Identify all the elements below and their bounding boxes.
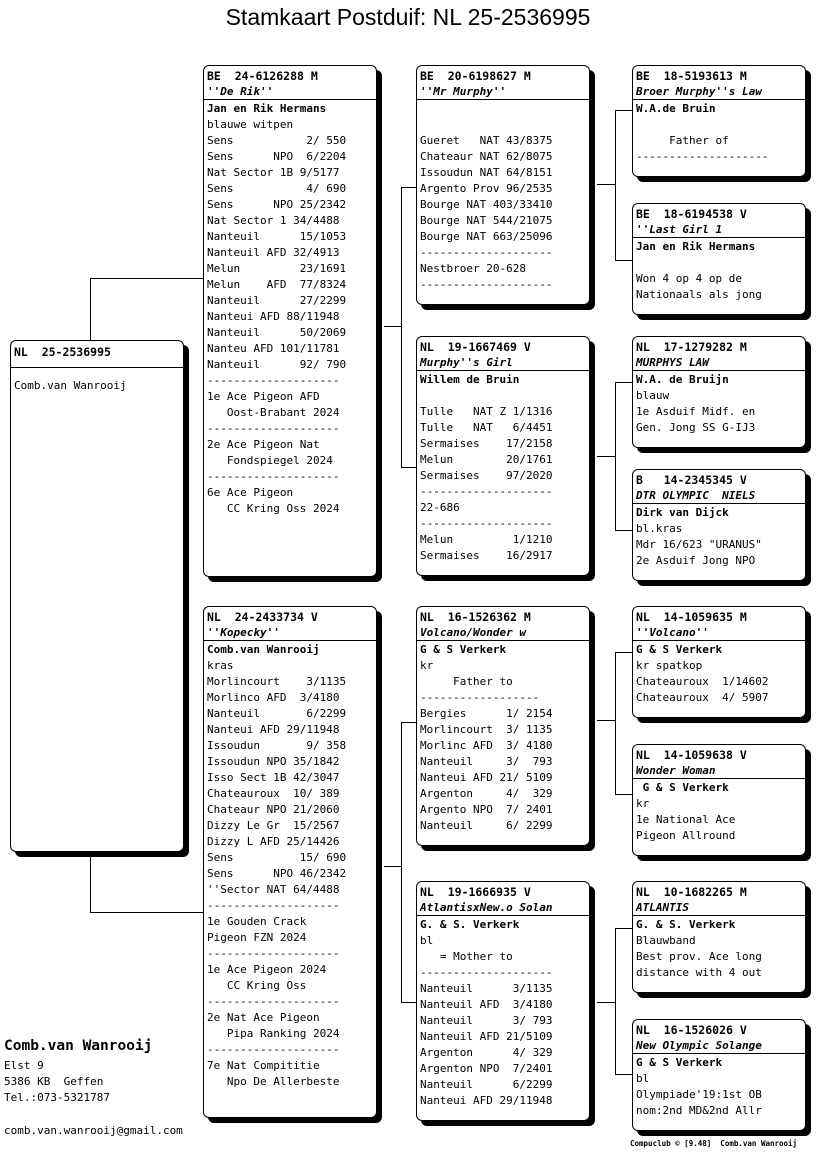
owner-info [4, 1036, 152, 1106]
detail-line: Nanteu AFD 101/11781 [207, 342, 340, 355]
breeder-name: Willem de Bruin [420, 373, 520, 386]
great-grandparent-card[interactable] [632, 744, 806, 856]
pigeon-ring: BE 20-6198627 M [420, 69, 531, 83]
pigeon-name: Broer Murphy''s Law [633, 85, 805, 100]
pigeon-details [633, 779, 805, 845]
detail-line: Nanteuil 6/2299 [207, 707, 347, 720]
pigeon-ring: NL 19-1667469 V [420, 340, 531, 354]
pigeon-ring: BE 24-6126288 M [207, 69, 318, 83]
pigeon-details [633, 238, 805, 304]
connector [597, 456, 615, 457]
connector [401, 187, 417, 188]
detail-line: Chateauroux 10/ 389 [207, 787, 340, 800]
detail-line: -------------------- [420, 485, 553, 498]
detail-line: ------------------ [420, 691, 540, 704]
detail-line: Nanteuil 6/2299 [420, 1078, 553, 1091]
detail-line: -------------------- [207, 899, 340, 912]
footer-credit: Compuclub © [9.48] Comb.van Wanrooij [630, 1139, 798, 1148]
connector [615, 1074, 633, 1075]
great-grandparent-card[interactable] [632, 203, 806, 315]
detail-line: kr [636, 797, 650, 810]
detail-line: Best prov. Ace long [636, 950, 762, 963]
pigeon-name: ''Mr Murphy'' [417, 85, 589, 100]
great-grandparent-card[interactable] [632, 469, 806, 581]
detail-line: Argenton 4/ 329 [420, 787, 553, 800]
detail-line: Fondspiegel 2024 [207, 454, 333, 467]
pigeon-details [633, 916, 805, 982]
detail-line: Nat Sector 1B 9/5177 [207, 166, 340, 179]
detail-line: Nanteuil 3/ 793 [420, 1014, 553, 1027]
detail-line: Nationaals als jong [636, 288, 762, 301]
pigeon-ring: BE 18-5193613 M [636, 69, 747, 83]
detail-line: Olympiade'19:1st OB [636, 1088, 762, 1101]
connector [615, 530, 633, 531]
detail-line: Oost-Brabant 2024 [207, 406, 340, 419]
pigeon-ring: NL 19-1666935 V [420, 885, 531, 899]
detail-line: Nanteuil AFD 32/4913 [207, 246, 340, 259]
grandparent-card[interactable] [416, 606, 590, 846]
detail-line: Sens NPO 46/2342 [207, 867, 347, 880]
subject-ring: NL 25-2536995 [11, 341, 183, 368]
breeder-name: G. & S. Verkerk [636, 918, 736, 931]
pigeon-name: ATLANTIS [633, 901, 805, 916]
pigeon-name: Murphy''s Girl [417, 356, 589, 371]
detail-line: Nanteuil 6/ 2299 [420, 819, 553, 832]
pigeon-details [417, 916, 589, 1110]
detail-line: -------------------- [420, 517, 553, 530]
owner-name: Comb.van Wanrooij [4, 1038, 153, 1054]
detail-line: Nanteuil AFD 3/4180 [420, 998, 553, 1011]
detail-line: Bourge NAT 544/21075 [420, 214, 553, 227]
detail-line: -------------------- [207, 947, 340, 960]
detail-line: Sens NPO 6/2204 [207, 150, 347, 163]
pigeon-name: ''Kopecky'' [204, 626, 376, 641]
detail-line: Morlincourt 3/ 1135 [420, 723, 553, 736]
pigeon-details [204, 100, 376, 518]
connector [615, 794, 633, 795]
connector [615, 110, 633, 111]
detail-line: 2e Nat Ace Pigeon [207, 1011, 320, 1024]
detail-line: Chateaur NAT 62/8075 [420, 150, 553, 163]
detail-line: Nanteuil 50/2069 [207, 326, 347, 339]
breeder-name: Jan en Rik Hermans [636, 240, 756, 253]
pigeon-details [633, 1054, 805, 1120]
detail-line: Melun AFD 77/8324 [207, 278, 347, 291]
owner-street: Elst 9 [4, 1059, 44, 1072]
detail-line: bl.kras [636, 522, 683, 535]
great-grandparent-card[interactable] [632, 1019, 806, 1131]
connector [615, 652, 616, 794]
detail-line: Nanteui AFD 29/11948 [420, 1094, 553, 1107]
connector [615, 928, 616, 1074]
detail-line: 1e Gouden Crack [207, 915, 307, 928]
connector [90, 912, 204, 913]
connector [401, 1002, 417, 1003]
detail-line: Mdr 16/623 "URANUS" [636, 538, 762, 551]
breeder-name: Dirk van Dijck [636, 506, 729, 519]
detail-line: Won 4 op 4 op de [636, 272, 742, 285]
detail-line: Melun 1/1210 [420, 533, 553, 546]
detail-line: Sens 4/ 690 [207, 182, 347, 195]
detail-line: Morlinc AFD 3/ 4180 [420, 739, 553, 752]
detail-line: Nanteui AFD 21/ 5109 [420, 771, 553, 784]
detail-line: Chateaur NPO 21/2060 [207, 803, 340, 816]
connector [401, 187, 402, 467]
detail-line: -------------------- [207, 1043, 340, 1056]
detail-line: Nanteuil 92/ 790 [207, 358, 347, 371]
detail-line: 1e Asduif Midf. en [636, 405, 756, 418]
pigeon-name: Wonder Woman [633, 764, 805, 779]
connector [401, 467, 417, 468]
connector [90, 278, 204, 279]
detail-line [636, 117, 802, 133]
parent-dam-card[interactable] [203, 606, 377, 1118]
detail-line: Bergies 1/ 2154 [420, 707, 553, 720]
connector [615, 110, 616, 260]
detail-line: Morlinco AFD 3/4180 [207, 691, 340, 704]
subject-owner: Comb.van Wanrooij [14, 379, 127, 392]
pigeon-name: ''De Rik'' [204, 85, 376, 100]
great-grandparent-card[interactable] [632, 65, 806, 177]
detail-line: ''Sector NAT 64/4488 [207, 883, 340, 896]
detail-line: 7e Nat Compititie [207, 1059, 320, 1072]
detail-line: Sens 2/ 550 [207, 134, 347, 147]
detail-line: Sermaises 17/2158 [420, 437, 553, 450]
detail-line [636, 255, 802, 271]
detail-line: 1e Ace Pigeon AFD [207, 390, 320, 403]
detail-line: Isso Sect 1B 42/3047 [207, 771, 340, 784]
detail-line: Issoudun NPO 35/1842 [207, 755, 340, 768]
detail-line: CC Kring Oss [207, 979, 307, 992]
detail-line: Bourge NAT 403/33410 [420, 198, 553, 211]
pigeon-ring: NL 10-1682265 M [636, 885, 747, 899]
pigeon-details [204, 641, 376, 1091]
detail-line: -------------------- [636, 150, 769, 163]
owner-email[interactable]: comb.van.wanrooij@gmail.com [4, 1124, 183, 1137]
detail-line: Sens 15/ 690 [207, 851, 347, 864]
connector [597, 720, 615, 721]
detail-line: -------------------- [420, 246, 553, 259]
pigeon-details [633, 100, 805, 166]
detail-line: Argento NPO 7/ 2401 [420, 803, 553, 816]
connector [615, 928, 633, 929]
connector [597, 184, 615, 185]
breeder-name: W.A.de Bruin [636, 102, 716, 115]
detail-line: Gen. Jong SS G-IJ3 [636, 421, 756, 434]
detail-line: Blauwband [636, 934, 696, 947]
detail-line: Dizzy L AFD 25/14426 [207, 835, 340, 848]
pigeon-name: New Olympic Solange [633, 1039, 805, 1054]
detail-line: kras [207, 659, 234, 672]
detail-line: blauwe witpen [207, 118, 294, 131]
breeder-name [420, 101, 586, 117]
detail-line: Nanteuil 15/1053 [207, 230, 347, 243]
detail-line: kr spatkop [636, 659, 703, 672]
detail-line: CC Kring Oss 2024 [207, 502, 340, 515]
grandparent-card[interactable] [416, 881, 590, 1121]
breeder-name: G & S Verkerk [420, 643, 507, 656]
pigeon-details [417, 100, 589, 294]
detail-line: -------------------- [420, 966, 553, 979]
detail-line: Argenton NPO 7/2401 [420, 1062, 553, 1075]
detail-line: 2e Ace Pigeon Nat [207, 438, 320, 451]
detail-line: Father of [636, 134, 729, 147]
detail-line: Argenton 4/ 329 [420, 1046, 553, 1059]
detail-line: Nanteui AFD 88/11948 [207, 310, 340, 323]
detail-line: 6e Ace Pigeon [207, 486, 294, 499]
connector [401, 722, 417, 723]
owner-phone: Tel.:073-5321787 [4, 1091, 110, 1104]
detail-line [420, 117, 586, 133]
grandparent-card[interactable] [416, 65, 590, 305]
detail-line: Sermaises 97/2020 [420, 469, 553, 482]
detail-line: Tulle NAT Z 1/1316 [420, 405, 553, 418]
detail-line: Nanteuil AFD 21/5109 [420, 1030, 553, 1043]
grandparent-card[interactable] [416, 336, 590, 576]
detail-line: Chateauroux 1/14602 [636, 675, 769, 688]
connector [384, 866, 402, 867]
detail-line: Father to [420, 675, 513, 688]
detail-line: Nanteui AFD 29/11948 [207, 723, 340, 736]
pigeon-details [633, 504, 805, 570]
detail-line: Pigeon FZN 2024 [207, 931, 307, 944]
pigeon-details [417, 641, 589, 835]
pigeon-ring: NL 16-1526026 V [636, 1023, 747, 1037]
breeder-name: G & S Verkerk [636, 643, 723, 656]
pigeon-name: ''Volcano'' [633, 626, 805, 641]
detail-line: distance with 4 out [636, 966, 762, 979]
detail-line [420, 388, 586, 404]
detail-line: Bourge NAT 663/25096 [420, 230, 553, 243]
pigeon-details [417, 371, 589, 565]
detail-line: -------------------- [207, 470, 340, 483]
pigeon-name: Volcano/Wonder w [417, 626, 589, 641]
detail-line: blauw [636, 389, 670, 402]
detail-line: Pipa Ranking 2024 [207, 1027, 340, 1040]
breeder-name: G & S Verkerk [636, 1056, 723, 1069]
pigeon-name: MURPHYS LAW [633, 356, 805, 371]
detail-line: Melun 23/1691 [207, 262, 347, 275]
connector [615, 382, 616, 530]
detail-line: bl [420, 934, 434, 947]
detail-line: Nanteuil 3/ 793 [420, 755, 553, 768]
page-title: Stamkaart Postduif: NL 25-2536995 [225, 4, 591, 30]
connector [90, 278, 91, 340]
breeder-name: G & S Verkerk [636, 781, 729, 794]
connector [615, 382, 633, 383]
detail-line: Nanteuil 3/1135 [420, 982, 553, 995]
detail-line: Sens NPO 25/2342 [207, 198, 347, 211]
detail-line: -------------------- [207, 374, 340, 387]
pigeon-details [633, 371, 805, 437]
breeder-name: Jan en Rik Hermans [207, 102, 327, 115]
detail-line: Npo De Allerbeste [207, 1075, 340, 1088]
connector [597, 1002, 615, 1003]
parent-sire-card[interactable] [203, 65, 377, 577]
detail-line: Nanteuil 27/2299 [207, 294, 347, 307]
pigeon-ring: NL 14-1059635 M [636, 610, 747, 624]
great-grandparent-card[interactable] [632, 881, 806, 993]
pigeon-ring: NL 24-2433734 V [207, 610, 318, 624]
detail-line: -------------------- [420, 278, 553, 291]
detail-line: 1e Ace Pigeon 2024 [207, 963, 327, 976]
detail-line: = Mother to [420, 950, 513, 963]
detail-line: Tulle NAT 6/4451 [420, 421, 553, 434]
pigeon-ring: BE 18-6194538 V [636, 207, 747, 221]
pigeon-name: DTR OLYMPIC NIELS [633, 489, 805, 504]
detail-line: -------------------- [207, 422, 340, 435]
detail-line: 2e Asduif Jong NPO [636, 554, 756, 567]
detail-line: Sermaises 16/2917 [420, 549, 553, 562]
detail-line: Argento Prov 96/2535 [420, 182, 553, 195]
detail-line: 1e National Ace [636, 813, 736, 826]
detail-line: Issoudun NAT 64/8151 [420, 166, 553, 179]
connector [401, 722, 402, 1002]
detail-line: Nestbroer 20-628 [420, 262, 526, 275]
pigeon-ring: NL 14-1059638 V [636, 748, 747, 762]
pigeon-ring: NL 16-1526362 M [420, 610, 531, 624]
connector [90, 852, 91, 912]
great-grandparent-card[interactable] [632, 606, 806, 718]
owner-city: 5386 KB Geffen [4, 1075, 104, 1088]
pigeon-name: AtlantisxNew.o Solan [417, 901, 589, 916]
connector [615, 652, 633, 653]
breeder-name: G. & S. Verkerk [420, 918, 520, 931]
detail-line: Dizzy Le Gr 15/2567 [207, 819, 340, 832]
connector [615, 260, 633, 261]
pigeon-name: ''Last Girl 1 [633, 223, 805, 238]
pigeon-details [633, 641, 805, 707]
detail-line: nom:2nd MD&2nd Allr [636, 1104, 762, 1117]
detail-line: 22-686 [420, 501, 460, 514]
detail-line: bl [636, 1072, 650, 1085]
detail-line: Chateauroux 4/ 5907 [636, 691, 769, 704]
breeder-name: Comb.van Wanrooij [207, 643, 320, 656]
connector [384, 326, 402, 327]
pigeon-ring: NL 17-1279282 M [636, 340, 747, 354]
detail-line: Issoudun 9/ 358 [207, 739, 347, 752]
subject-card[interactable] [10, 340, 184, 852]
breeder-name: W.A. de Bruijn [636, 373, 729, 386]
great-grandparent-card[interactable] [632, 336, 806, 448]
detail-line: -------------------- [207, 995, 340, 1008]
detail-line: Pigeon Allround [636, 829, 736, 842]
detail-line: Morlincourt 3/1135 [207, 675, 347, 688]
pigeon-ring: B 14-2345345 V [636, 473, 747, 487]
detail-line: Gueret NAT 43/8375 [420, 134, 553, 147]
detail-line: Melun 20/1761 [420, 453, 553, 466]
detail-line: Nat Sector 1 34/4488 [207, 214, 340, 227]
detail-line: kr [420, 659, 434, 672]
